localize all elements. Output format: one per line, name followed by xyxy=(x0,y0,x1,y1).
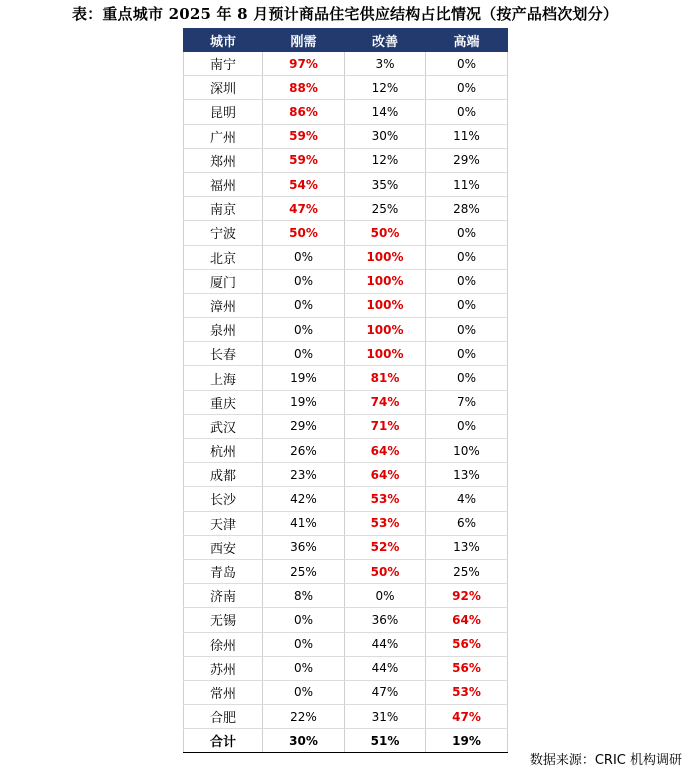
improvement-cell: 53% xyxy=(345,487,426,511)
high-end-cell: 0% xyxy=(426,293,508,317)
improvement-cell: 12% xyxy=(345,76,426,100)
header-high-end: 高端 xyxy=(426,29,508,52)
city-cell: 天津 xyxy=(184,511,263,535)
city-cell: 苏州 xyxy=(184,656,263,680)
high-end-cell: 13% xyxy=(426,463,508,487)
improvement-cell: 25% xyxy=(345,197,426,221)
improvement-cell: 50% xyxy=(345,221,426,245)
high-end-cell: 13% xyxy=(426,535,508,559)
rigid-demand-cell: 26% xyxy=(263,439,345,463)
table-row xyxy=(184,608,508,632)
rigid-demand-cell: 0% xyxy=(263,656,345,680)
high-end-cell: 92% xyxy=(426,584,508,608)
improvement-cell: 100% xyxy=(345,293,426,317)
rigid-demand-cell: 0% xyxy=(263,680,345,704)
rigid-demand-cell: 42% xyxy=(263,487,345,511)
supply-structure-table xyxy=(183,28,508,753)
table-row xyxy=(184,680,508,704)
rigid-demand-cell: 19% xyxy=(263,390,345,414)
rigid-demand-cell: 0% xyxy=(263,293,345,317)
improvement-cell: 100% xyxy=(345,342,426,366)
high-end-cell: 10% xyxy=(426,439,508,463)
table-row xyxy=(184,705,508,729)
table-row xyxy=(184,124,508,148)
total-rigid-demand: 30% xyxy=(263,729,345,753)
improvement-cell: 30% xyxy=(345,124,426,148)
rigid-demand-cell: 0% xyxy=(263,342,345,366)
high-end-cell: 25% xyxy=(426,559,508,583)
high-end-cell: 53% xyxy=(426,680,508,704)
high-end-cell: 28% xyxy=(426,197,508,221)
table-row xyxy=(184,197,508,221)
city-cell: 长沙 xyxy=(184,487,263,511)
high-end-cell: 11% xyxy=(426,124,508,148)
city-cell: 徐州 xyxy=(184,632,263,656)
rigid-demand-cell: 50% xyxy=(263,221,345,245)
improvement-cell: 35% xyxy=(345,172,426,196)
high-end-cell: 0% xyxy=(426,318,508,342)
rigid-demand-cell: 54% xyxy=(263,172,345,196)
improvement-cell: 100% xyxy=(345,318,426,342)
improvement-cell: 44% xyxy=(345,656,426,680)
table-row xyxy=(184,559,508,583)
rigid-demand-cell: 25% xyxy=(263,559,345,583)
rigid-demand-cell: 0% xyxy=(263,269,345,293)
rigid-demand-cell: 97% xyxy=(263,52,345,76)
high-end-cell: 0% xyxy=(426,100,508,124)
city-cell: 昆明 xyxy=(184,100,263,124)
improvement-cell: 50% xyxy=(345,559,426,583)
high-end-cell: 64% xyxy=(426,608,508,632)
table-row xyxy=(184,487,508,511)
city-cell: 南宁 xyxy=(184,52,263,76)
table-row xyxy=(184,148,508,172)
rigid-demand-cell: 0% xyxy=(263,245,345,269)
table-row xyxy=(184,221,508,245)
header-city: 城市 xyxy=(184,29,263,52)
header-improvement: 改善 xyxy=(345,29,426,52)
total-high-end: 19% xyxy=(426,729,508,753)
header-row xyxy=(184,29,508,52)
high-end-cell: 0% xyxy=(426,52,508,76)
high-end-cell: 0% xyxy=(426,366,508,390)
improvement-cell: 100% xyxy=(345,269,426,293)
table-title: 表：重点城市 2025 年 8 月预计商品住宅供应结构占比情况（按产品档次划分） xyxy=(71,5,619,23)
high-end-cell: 0% xyxy=(426,414,508,438)
city-cell: 西安 xyxy=(184,535,263,559)
improvement-cell: 64% xyxy=(345,439,426,463)
city-cell: 泉州 xyxy=(184,318,263,342)
city-cell: 杭州 xyxy=(184,439,263,463)
improvement-cell: 52% xyxy=(345,535,426,559)
city-cell: 广州 xyxy=(184,124,263,148)
city-cell: 无锡 xyxy=(184,608,263,632)
table-row xyxy=(184,366,508,390)
table-row xyxy=(184,390,508,414)
rigid-demand-cell: 41% xyxy=(263,511,345,535)
city-cell: 重庆 xyxy=(184,390,263,414)
high-end-cell: 4% xyxy=(426,487,508,511)
city-cell: 长春 xyxy=(184,342,263,366)
rigid-demand-cell: 0% xyxy=(263,608,345,632)
improvement-cell: 47% xyxy=(345,680,426,704)
city-cell: 漳州 xyxy=(184,293,263,317)
table-row xyxy=(184,584,508,608)
table-row xyxy=(184,511,508,535)
table-row xyxy=(184,535,508,559)
improvement-cell: 81% xyxy=(345,366,426,390)
city-cell: 青岛 xyxy=(184,559,263,583)
total-label: 合计 xyxy=(184,729,263,753)
rigid-demand-cell: 88% xyxy=(263,76,345,100)
high-end-cell: 11% xyxy=(426,172,508,196)
improvement-cell: 64% xyxy=(345,463,426,487)
rigid-demand-cell: 29% xyxy=(263,414,345,438)
table-row xyxy=(184,439,508,463)
improvement-cell: 36% xyxy=(345,608,426,632)
city-cell: 常州 xyxy=(184,680,263,704)
city-cell: 北京 xyxy=(184,245,263,269)
table-row xyxy=(184,656,508,680)
improvement-cell: 71% xyxy=(345,414,426,438)
table-row xyxy=(184,269,508,293)
rigid-demand-cell: 23% xyxy=(263,463,345,487)
city-cell: 合肥 xyxy=(184,705,263,729)
table-row xyxy=(184,342,508,366)
high-end-cell: 0% xyxy=(426,342,508,366)
header-rigid-demand: 刚需 xyxy=(263,29,345,52)
high-end-cell: 0% xyxy=(426,221,508,245)
improvement-cell: 0% xyxy=(345,584,426,608)
table-row xyxy=(184,463,508,487)
high-end-cell: 6% xyxy=(426,511,508,535)
high-end-cell: 7% xyxy=(426,390,508,414)
rigid-demand-cell: 0% xyxy=(263,318,345,342)
table-row xyxy=(184,414,508,438)
data-source: 数据来源：CRIC 机构调研 xyxy=(529,753,682,768)
rigid-demand-cell: 59% xyxy=(263,148,345,172)
table-row xyxy=(184,293,508,317)
table-row xyxy=(184,76,508,100)
table-row xyxy=(184,245,508,269)
city-cell: 厦门 xyxy=(184,269,263,293)
table-row xyxy=(184,52,508,76)
high-end-cell: 29% xyxy=(426,148,508,172)
city-cell: 上海 xyxy=(184,366,263,390)
high-end-cell: 0% xyxy=(426,269,508,293)
improvement-cell: 31% xyxy=(345,705,426,729)
rigid-demand-cell: 86% xyxy=(263,100,345,124)
table-row xyxy=(184,100,508,124)
table-row xyxy=(184,172,508,196)
improvement-cell: 53% xyxy=(345,511,426,535)
table-row xyxy=(184,318,508,342)
improvement-cell: 14% xyxy=(345,100,426,124)
rigid-demand-cell: 22% xyxy=(263,705,345,729)
high-end-cell: 56% xyxy=(426,656,508,680)
improvement-cell: 12% xyxy=(345,148,426,172)
city-cell: 成都 xyxy=(184,463,263,487)
rigid-demand-cell: 8% xyxy=(263,584,345,608)
high-end-cell: 47% xyxy=(426,705,508,729)
total-row xyxy=(184,729,508,753)
improvement-cell: 100% xyxy=(345,245,426,269)
improvement-cell: 3% xyxy=(345,52,426,76)
high-end-cell: 0% xyxy=(426,245,508,269)
city-cell: 福州 xyxy=(184,172,263,196)
city-cell: 深圳 xyxy=(184,76,263,100)
city-cell: 武汉 xyxy=(184,414,263,438)
improvement-cell: 74% xyxy=(345,390,426,414)
rigid-demand-cell: 47% xyxy=(263,197,345,221)
city-cell: 济南 xyxy=(184,584,263,608)
total-improvement: 51% xyxy=(345,729,426,753)
city-cell: 宁波 xyxy=(184,221,263,245)
improvement-cell: 44% xyxy=(345,632,426,656)
high-end-cell: 56% xyxy=(426,632,508,656)
city-cell: 南京 xyxy=(184,197,263,221)
rigid-demand-cell: 19% xyxy=(263,366,345,390)
city-cell: 郑州 xyxy=(184,148,263,172)
rigid-demand-cell: 36% xyxy=(263,535,345,559)
table-row xyxy=(184,632,508,656)
rigid-demand-cell: 0% xyxy=(263,632,345,656)
rigid-demand-cell: 59% xyxy=(263,124,345,148)
high-end-cell: 0% xyxy=(426,76,508,100)
